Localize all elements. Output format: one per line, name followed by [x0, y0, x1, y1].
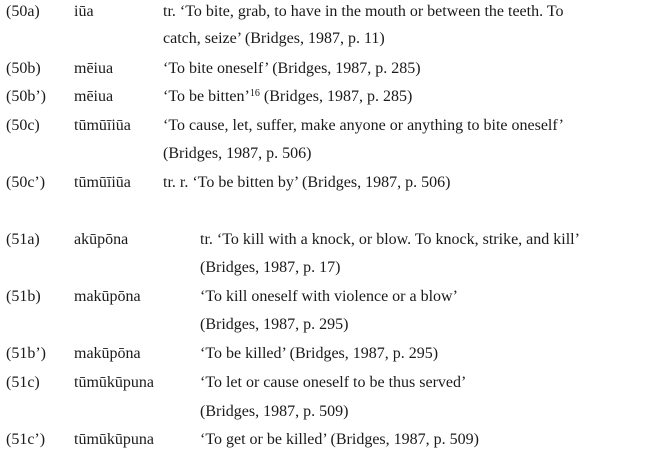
example-number: (51b) — [6, 288, 41, 305]
example-gloss: ‘To be killed’ (Bridges, 1987, p. 295) — [200, 345, 439, 362]
example-gloss-continued: (Bridges, 1987, p. 295) — [200, 316, 349, 333]
example-gloss-continued: catch, seize’ (Bridges, 1987, p. 11) — [163, 30, 385, 47]
footnote-marker[interactable]: 16 — [249, 88, 260, 99]
example-word: makūpōna — [74, 345, 141, 362]
example-number: (51b’) — [6, 345, 46, 362]
example-number: (50c) — [6, 117, 40, 134]
example-number: (51c) — [6, 374, 40, 391]
example-word: tūmūīiūa — [74, 174, 131, 191]
example-word: tūmūīiūa — [74, 117, 131, 134]
example-gloss — [163, 88, 412, 106]
example-gloss-continued: (Bridges, 1987, p. 17) — [200, 259, 341, 276]
example-gloss: tr. r. ‘To be bitten by’ (Bridges, 1987, p. 506) — [163, 174, 451, 191]
example-number: (50b) — [6, 60, 41, 77]
example-word: makūpōna — [74, 288, 141, 305]
example-gloss: ‘To cause, let, suffer, make anyone or anything to bite oneself’ — [163, 117, 564, 134]
gloss-text: ‘To be bitten’ — [163, 88, 250, 105]
example-gloss: ‘To let or cause oneself to be thus served’ — [200, 374, 467, 391]
example-number: (51c’) — [6, 431, 46, 448]
example-word: mēiua — [74, 60, 114, 77]
example-word: iūa — [74, 3, 94, 20]
example-word: tūmūkūpuna — [74, 374, 154, 391]
example-number: (50b’) — [6, 88, 46, 105]
example-gloss-continued: (Bridges, 1987, p. 509) — [200, 403, 349, 420]
example-number: (50c’) — [6, 174, 46, 191]
example-gloss: tr. ‘To bite, grab, to have in the mouth or between the teeth. To — [163, 3, 564, 20]
example-gloss: ‘To bite oneself’ (Bridges, 1987, p. 285) — [163, 60, 421, 77]
example-word: mēiua — [74, 88, 114, 105]
example-number: (51a) — [6, 231, 40, 248]
example-number: (50a) — [6, 3, 40, 20]
example-gloss: ‘To kill oneself with violence or a blow’ — [200, 288, 458, 305]
example-gloss: tr. ‘To kill with a knock, or blow. To knock, strike, and kill’ — [200, 231, 580, 248]
example-gloss-continued: (Bridges, 1987, p. 506) — [163, 145, 312, 162]
example-gloss: ‘To get or be killed’ (Bridges, 1987, p. 509) — [200, 431, 479, 448]
gloss-citation: (Bridges, 1987, p. 285) — [259, 88, 413, 105]
example-word: tūmūkūpuna — [74, 431, 154, 448]
example-word: akūpōna — [74, 231, 129, 248]
